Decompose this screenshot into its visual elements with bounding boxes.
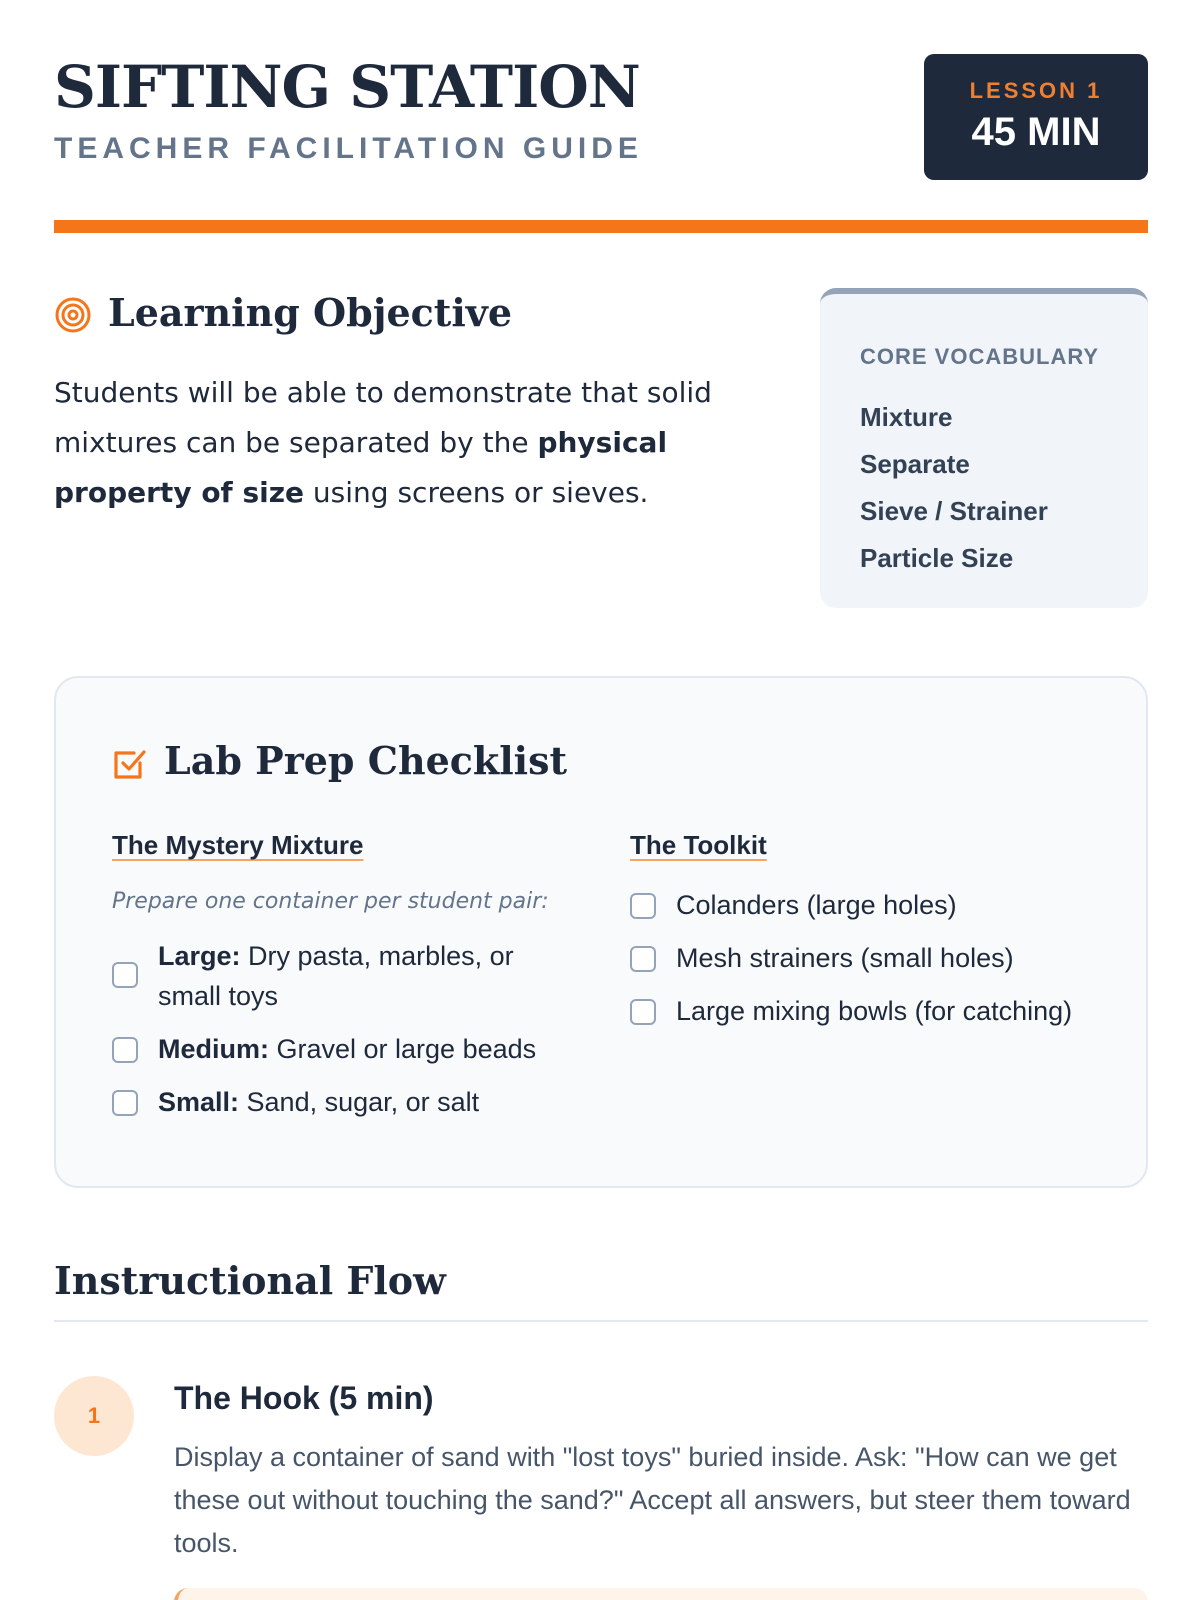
step-number: 1 xyxy=(54,1376,134,1456)
checklist-item[interactable] xyxy=(112,1082,572,1122)
item-text: Dry pasta, marbles, or small toys xyxy=(158,941,514,1011)
mystery-mixture-column xyxy=(112,830,572,1135)
checklist-item[interactable] xyxy=(630,991,1110,1031)
objective-text xyxy=(54,368,754,518)
vocabulary-term: Mixture xyxy=(860,402,953,432)
vocabulary-list xyxy=(860,394,1048,582)
checklist-item[interactable] xyxy=(112,936,572,1016)
item-text: Sand, sugar, or salt xyxy=(239,1087,480,1117)
objective-text-end: using screens or sieves. xyxy=(304,476,649,509)
vocabulary-card xyxy=(820,288,1148,608)
vocabulary-term: Separate xyxy=(860,449,970,479)
lesson-label: LESSON 1 xyxy=(969,78,1103,103)
vocabulary-term: Sieve / Strainer xyxy=(860,496,1048,526)
checkbox[interactable] xyxy=(112,1090,138,1116)
checklist-title: Lab Prep Checklist xyxy=(164,738,568,783)
item-label: Small: xyxy=(158,1087,240,1117)
lesson-duration: 45 MIN xyxy=(971,110,1101,154)
step-callout xyxy=(174,1588,1148,1600)
toolkit-title: The Toolkit xyxy=(630,830,767,860)
flow-divider xyxy=(54,1320,1148,1322)
toolkit-list xyxy=(630,885,1110,1031)
instructional-flow-title: Instructional Flow xyxy=(54,1258,446,1303)
checkbox[interactable] xyxy=(630,893,656,919)
item-text: Large mixing bowls (for catching) xyxy=(676,996,1073,1026)
mystery-mixture-title: The Mystery Mixture xyxy=(112,830,364,860)
header-divider xyxy=(54,220,1148,233)
step-title: The Hook (5 min) xyxy=(174,1380,434,1416)
checklist-item[interactable] xyxy=(630,938,1110,978)
item-text: Colanders (large holes) xyxy=(676,890,957,920)
objective-title: Learning Objective xyxy=(108,290,513,335)
checkbox-icon xyxy=(112,746,148,782)
checklist-item[interactable] xyxy=(112,1029,572,1069)
item-label: Medium: xyxy=(158,1034,269,1064)
target-icon xyxy=(54,296,92,334)
page-title: SIFTING STATION xyxy=(54,53,640,121)
mystery-mixture-note: Prepare one container per student pair: xyxy=(112,889,549,914)
vocabulary-label: CORE VOCABULARY xyxy=(860,344,1100,369)
objective-text-emphasis: physical property of size xyxy=(54,426,668,509)
mixture-list xyxy=(112,936,572,1122)
checkbox[interactable] xyxy=(630,946,656,972)
vocabulary-term: Particle Size xyxy=(860,543,1014,573)
page-header xyxy=(54,52,1148,182)
checkbox[interactable] xyxy=(112,962,138,988)
checkbox[interactable] xyxy=(112,1037,138,1063)
step-description: Display a container of sand with "lost toys" buried inside. Ask: "How can we get these out without touching the sand?" Accept all answers, but steer them toward tools. xyxy=(174,1442,1131,1558)
item-label: Large: xyxy=(158,941,241,971)
item-text: Gravel or large beads xyxy=(269,1034,537,1064)
checkbox[interactable] xyxy=(630,999,656,1025)
checklist-item[interactable] xyxy=(630,885,1110,925)
page-subtitle: TEACHER FACILITATION GUIDE xyxy=(54,132,643,165)
toolkit-column xyxy=(630,830,1110,1044)
lesson-badge xyxy=(924,54,1148,180)
lab-prep-checklist xyxy=(54,676,1148,1188)
objective-text-start: Students will be able to demonstrate that solid mixtures can be separated by the xyxy=(54,376,712,459)
item-text: Mesh strainers (small holes) xyxy=(676,943,1014,973)
